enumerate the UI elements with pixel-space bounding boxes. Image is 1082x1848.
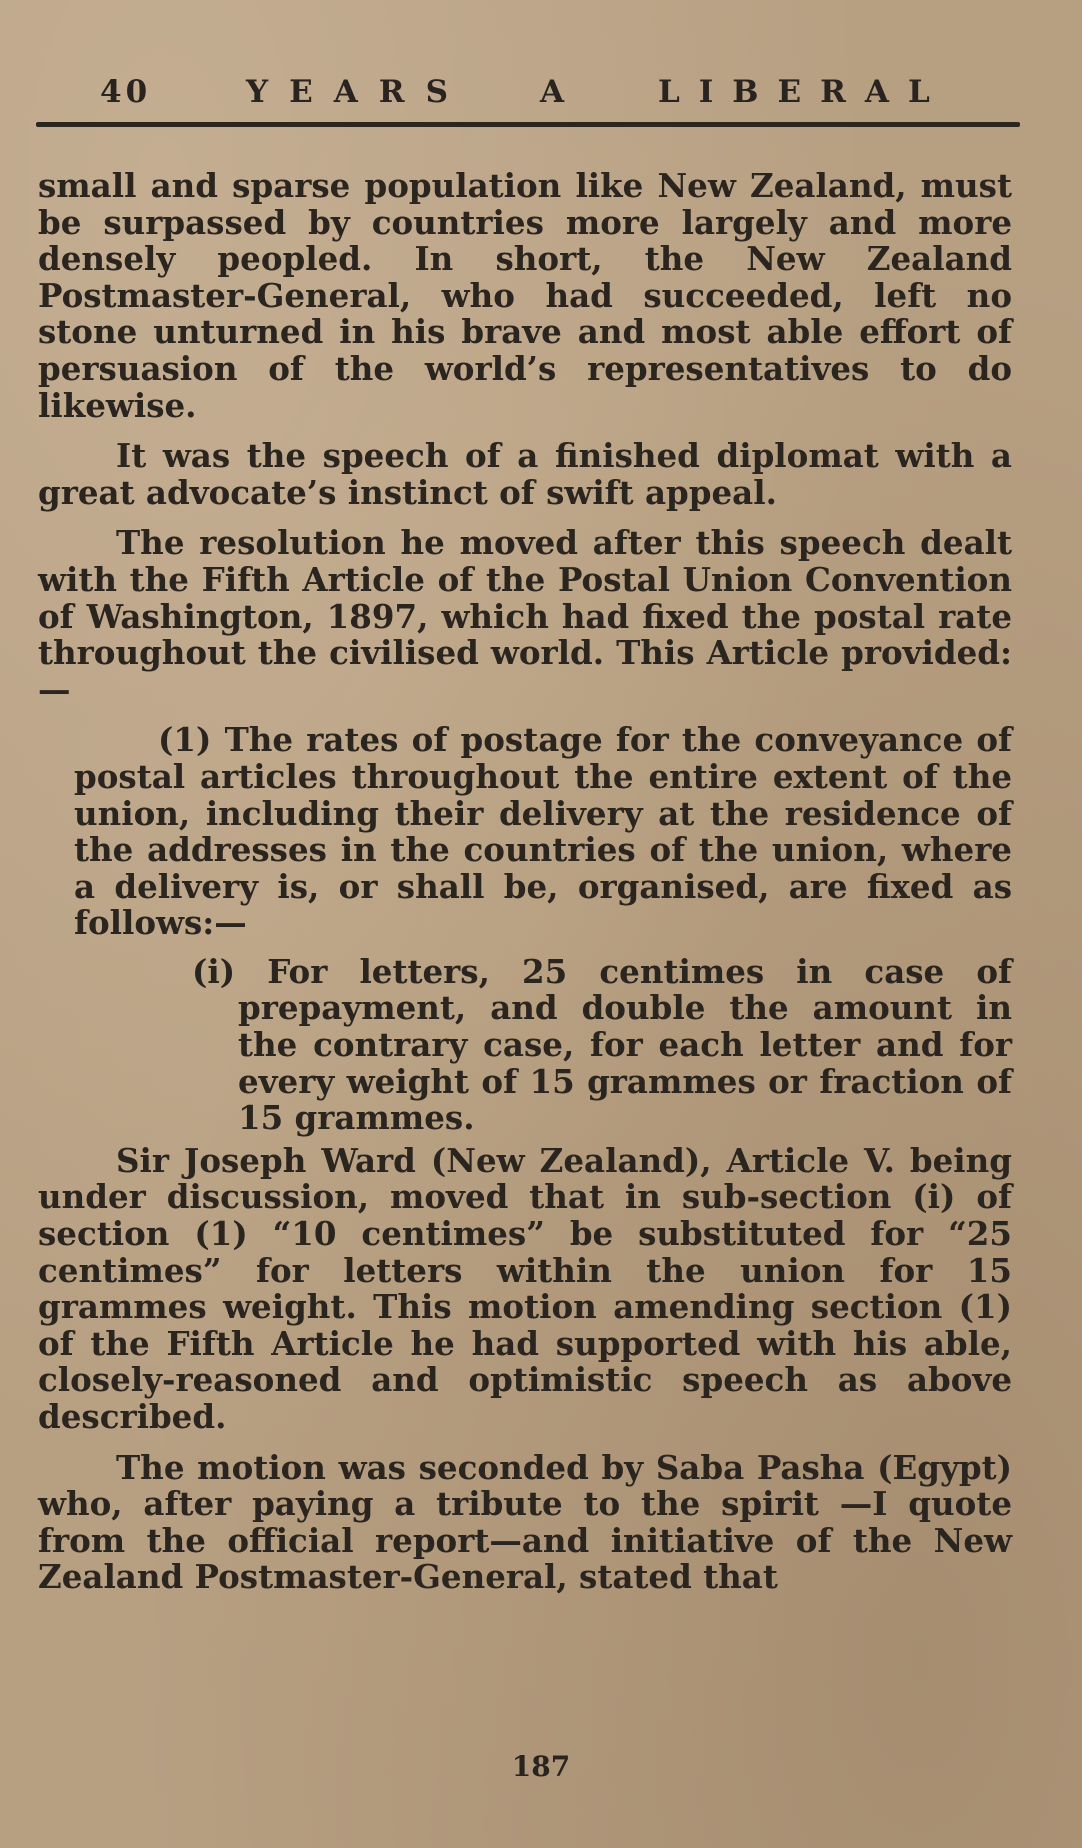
paragraph-motion-ward: Sir Joseph Ward (New Zealand), Article V. being under discussion, moved that in sub-section (i) of section (1) “10 centimes” be substituted for “25 centimes” for letters within the union for 15 grammes weight. This motion amending section (1) of the Fifth Article he had supported with his able, closely-reasoned and optimistic speech as above described. xyxy=(38,1140,1012,1436)
paragraph-seconded: The motion was seconded by Saba Pasha (Egypt) who, after paying a tribute to the spirit —I quote from the official report—and initiative of the New Zealand Postmaster-General, stated that xyxy=(38,1447,1012,1597)
running-head xyxy=(100,74,980,118)
paragraph-resolution: The resolution he moved after this speech dealt with the Fifth Article of the Postal Union Convention of Washington, 1897, which had fixed the postal rate throughout the civilised world. This Article provided:— xyxy=(38,523,1012,709)
paragraph-continued: small and sparse population like New Zealand, must be surpassed by countries more largely and more densely peopled. In short, the New Zealand Postmaster-General, who had succeeded, left no stone unturned in his brave and most able effort of persuasion of the world’s representatives to do likewise. xyxy=(38,166,1012,425)
body-text xyxy=(38,168,1012,1610)
running-head-word-years: YEARS xyxy=(246,74,469,110)
quoted-article-subsection-i: (i) For letters, 25 centimes in case of prepayment, and double the amount in the contrary case, for each letter and for every weight of 15 grammes or fraction of 15 grammes. xyxy=(192,951,1012,1138)
quoted-article-section-1: (1) The rates of postage for the conveyance of postal articles throughout the entire extent of the union, including their delivery at the residence of the addresses in the countries of the union, where a delivery is, or shall be, organised, are fixed as follows:— xyxy=(74,720,1012,943)
running-head-page-number: 40 xyxy=(100,74,152,110)
header-rule xyxy=(36,122,1020,127)
paragraph-speech-diplomat: It was the speech of a finished diplomat with a great advocate’s instinct of swift appeal. xyxy=(38,436,1012,512)
page-number-footer: 187 xyxy=(511,1750,571,1783)
running-head-word-a: A xyxy=(540,74,565,110)
running-head-word-liberal: LIBERAL xyxy=(658,74,949,110)
